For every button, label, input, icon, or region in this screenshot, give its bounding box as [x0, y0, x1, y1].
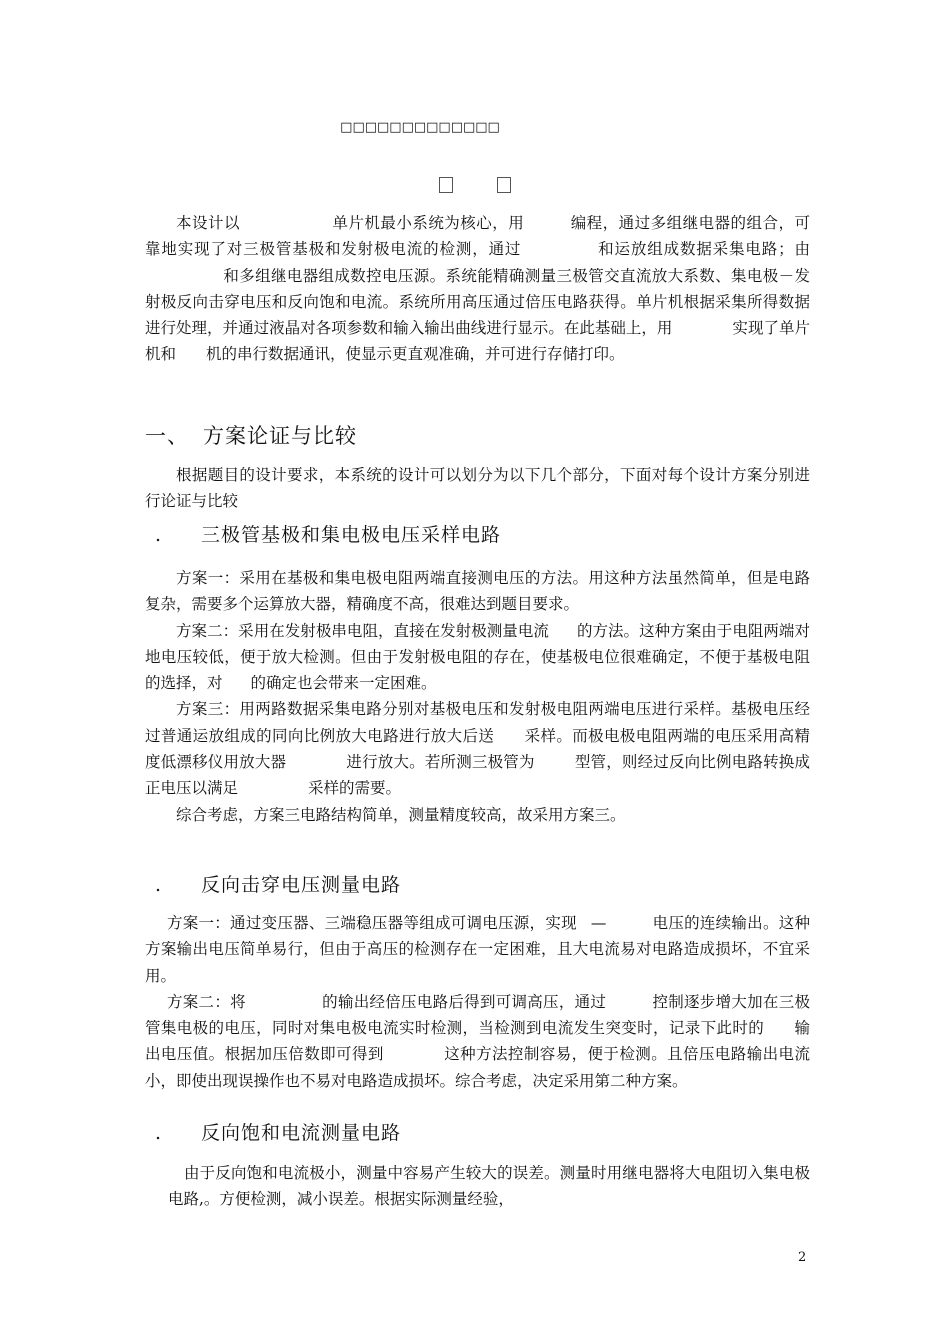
subsection-heading-3: . 反向饱和电流测量电路	[155, 1122, 402, 1144]
abstract-heading-char-right	[497, 177, 511, 193]
abstract-paragraph: 本设计以 单片机最小系统为核心，用 编程，通过多组继电器的组合，可靠地实现了对三极管基极和发射极电流的检测，通过 和运放组成数据采集电路；由和多组继电器组成数控电压源。系统能精确测量三极管交直流放大系数、集电极－发射极反向击穿电压和反向饱和电流。系统所用高压通过倍压电路获得。单片机根据采集所得数据进行处理，并通过液晶对各项参数和输入输出曲线进行显示。在此基础上，用 实现了单片机和 机的串行数据通讯，使显示更直观准确，并可进行存储打印。	[145, 214, 810, 364]
scheme-2-paragraph: 方案二：采用在发射极串电阻，直接在发射极测量电流 的方法。这种方案由于电阻两端对地电压较低，便于放大检测。但由于发射极电阻的存在，使基极电位很难确定，不便于基极电阻的选择，对 的确定也会带来一定困难。	[145, 621, 810, 693]
subsection-2-body	[145, 910, 810, 1094]
subsection-heading-2: . 反向击穿电压测量电路	[155, 874, 402, 896]
scheme-1-paragraph: 方案一：采用在基极和集电极电阻两端直接测电压的方法。用这种方法虽然简单，但是电路复杂，需要多个运算放大器，精确度不高，很难达到题目要求。	[145, 569, 810, 614]
abstract-heading	[0, 175, 950, 193]
subsection-heading-1: . 三极管基极和集电极电压采样电路	[155, 524, 502, 546]
subsection-3-body: 由于反向饱和电流极小，测量中容易产生较大的误差。测量时用继电器将大电阻切入集电极电路,。方便检测，减小误差。根据实际测量经验，	[168, 1164, 810, 1209]
section-intro: 根据题目的设计要求，本系统的设计可以划分为以下几个部分，下面对每个设计方案分别进行论证与比较	[145, 466, 810, 511]
document-title: □□□□□□□□□□□□□	[340, 120, 500, 135]
subsection-1-body	[145, 565, 810, 828]
conclusion-paragraph: 综合考虑，方案三电路结构简单，测量精度较高，故采用方案三。	[176, 805, 626, 824]
scheme-1-paragraph-2: 方案一：通过变压器、三端稳压器等组成可调电压源，实现 — 电压的连续输出。这种方案输出电压简单易行，但由于高压的检测存在一定困难，且大电流易对电路造成损坏，不宜采用。	[145, 914, 810, 985]
scheme-3-paragraph: 方案三：用两路数据采集电路分别对基极电压和发射极电阻两端电压进行采样。基极电压经过普通运放组成的同向比例放大电路进行放大后送 采样。而极电极电阻两端的电压采用高精度低漂移仪用放大器 进行放大。若所测三极管为 型管，则经过反向比例电路转换成正电压以满足 采样的需要。	[145, 700, 810, 798]
abstract-heading-char-left	[439, 177, 453, 193]
page-number: 2	[798, 1250, 807, 1265]
scheme-2-paragraph-2: 方案二：将 的输出经倍压电路后得到可调高压，通过 控制逐步增大加在三极管集电极的电压，同时对集电极电流实时检测，当检测到电流发生突变时，记录下此时的 输出电压值。根据加压倍数即可得到 这种方法控制容易，便于检测。且倍压电路输出电流小，即使出现误操作也不易对电路造成损坏。综合考虑，决定采用第二种方案。	[145, 992, 810, 1090]
section-heading-1: 一、 方案论证与比较	[145, 424, 357, 448]
